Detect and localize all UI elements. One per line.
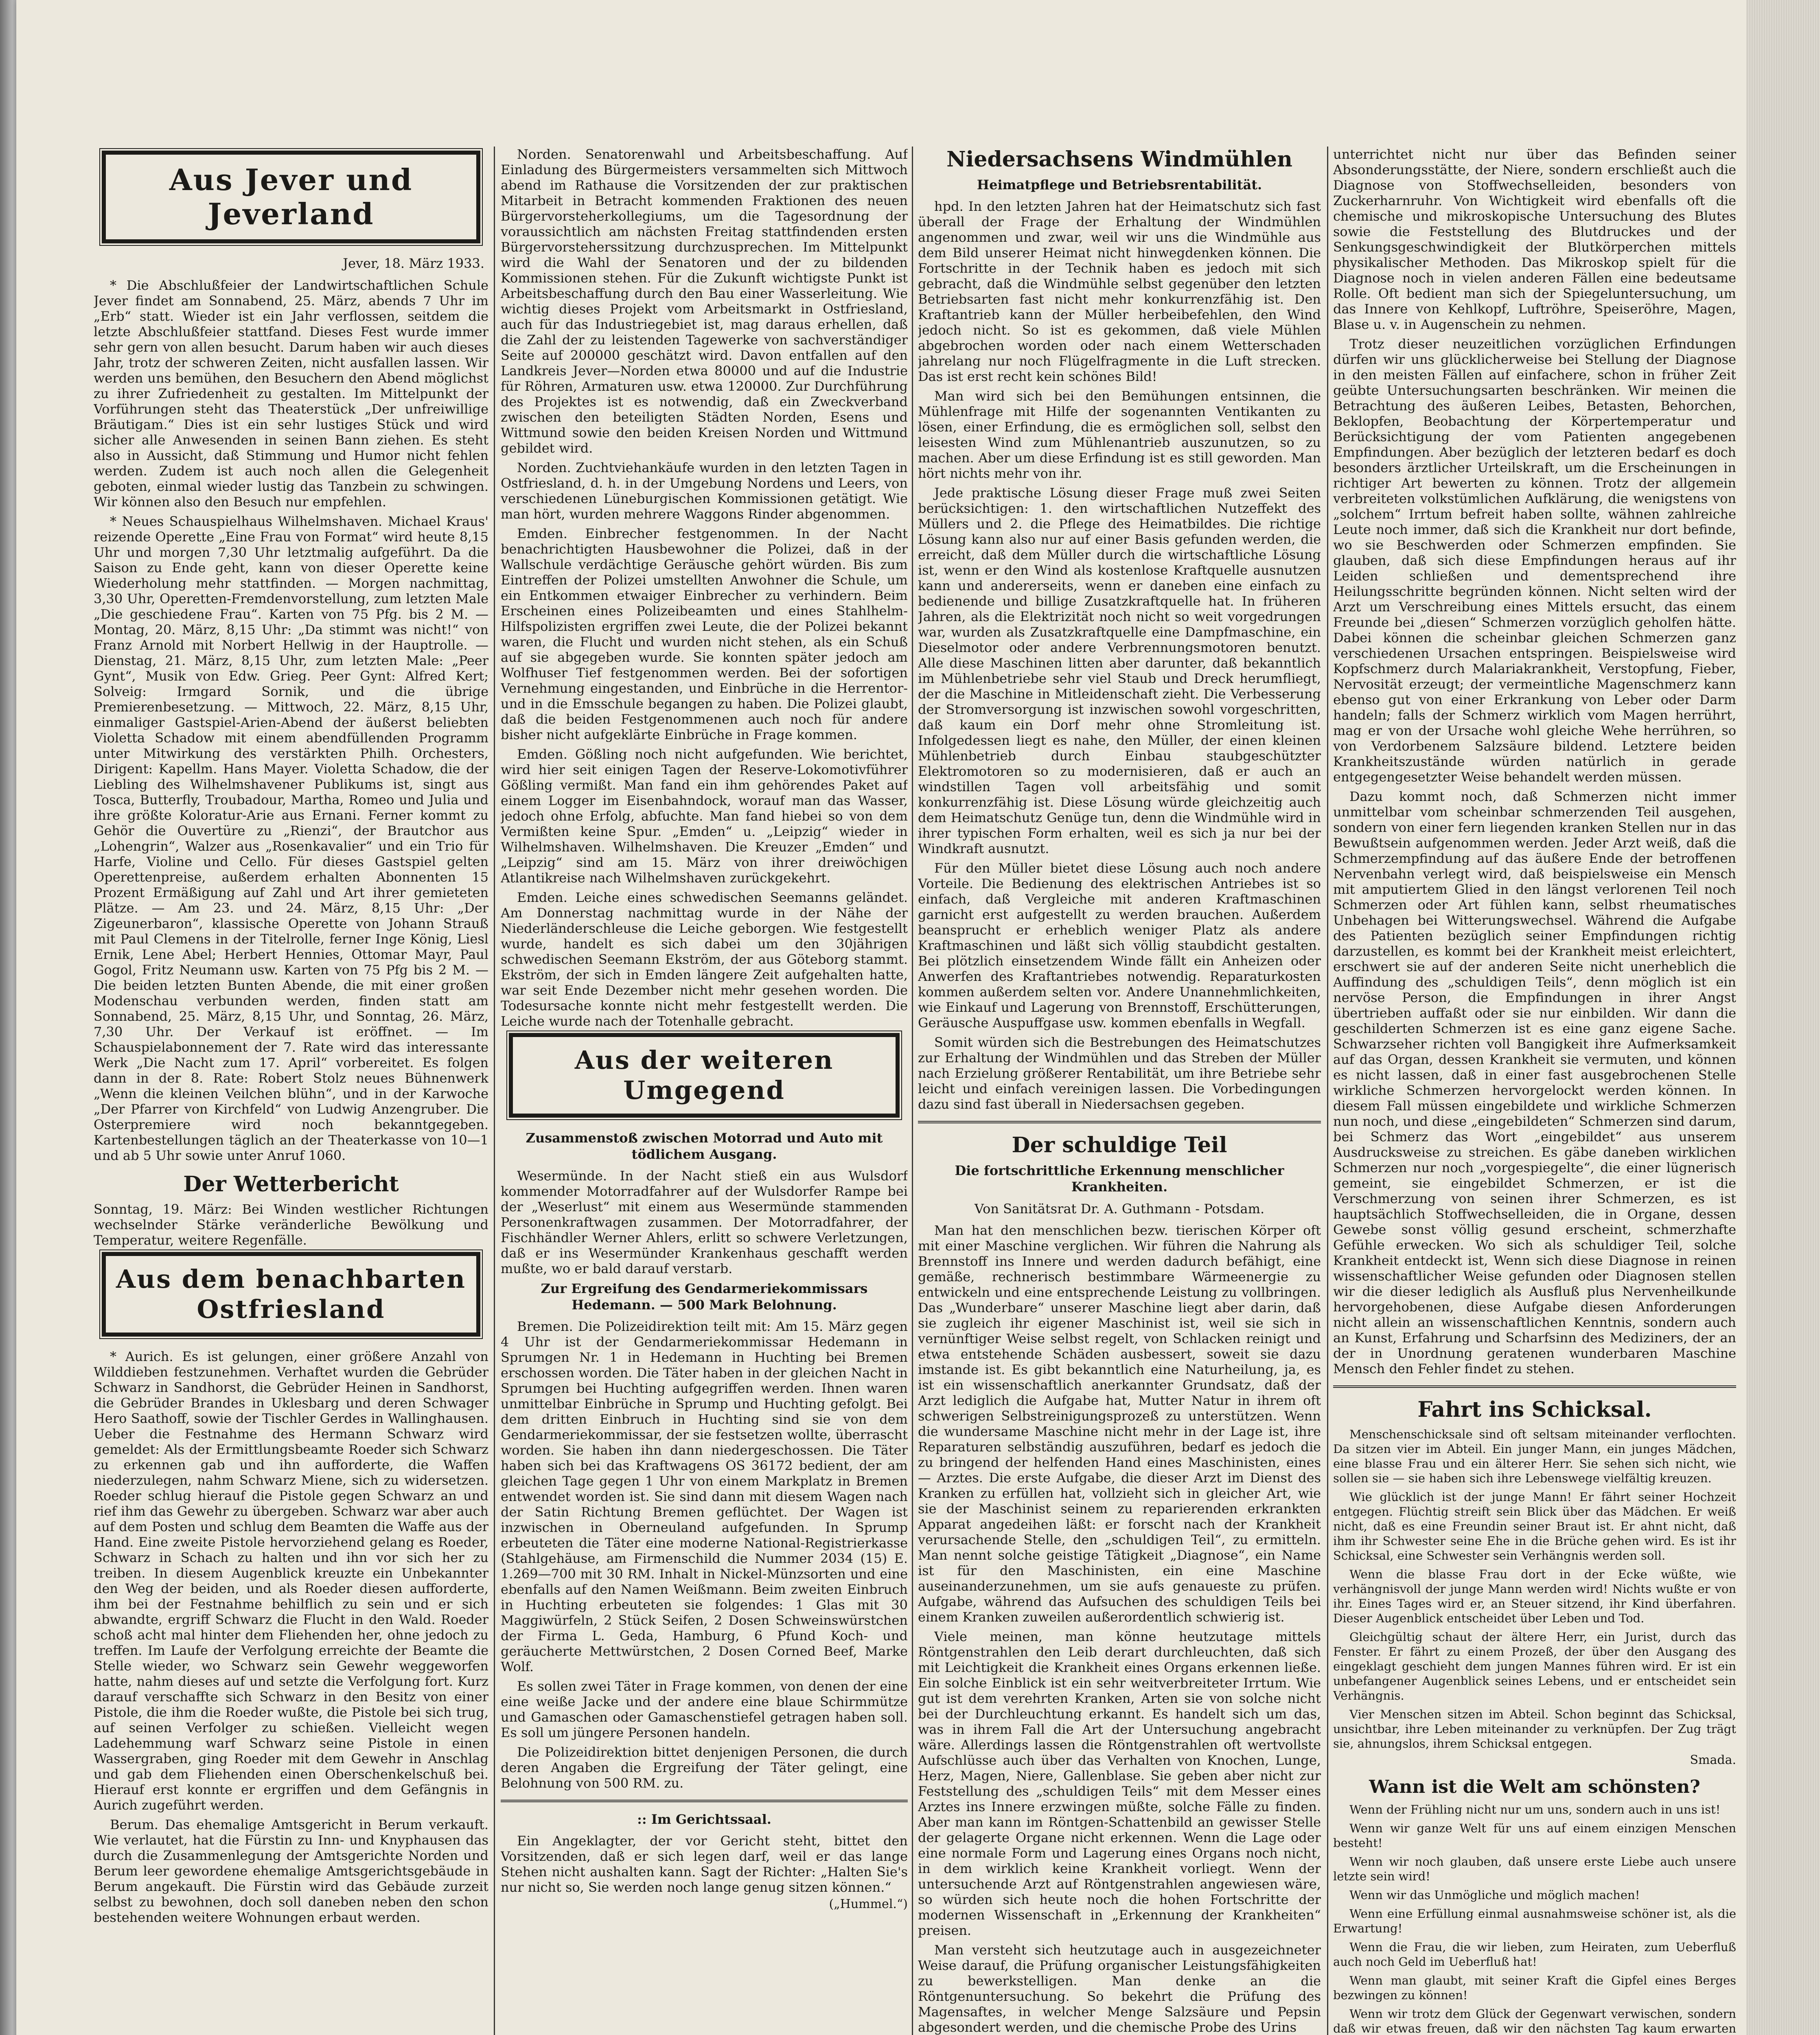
weather-heading: Der Wetterbericht [183,1172,399,1197]
article-bremen: Bremen. Die Polizeidirektion teilt mit: Am 15. März gegen 4 Uhr ist der Gendarmeriekommissar Hedemann in Sprumgen Nr. 1 in Hedemann in Huchting bei Bremen erschossen worden. Die Täter haben in der gleichen Nacht in Sprumgen bei Huchting aufgegriffen werden. Ihnen waren unmittelbar Einbrüche in Sprump und Huchting gefolgt. Bei dem dritten Einbruch in Huchting sind sie von dem Gendarmeriekommissar, der sie festsetzen wollte, überrascht worden. Sie haben ihn dann niedergeschossen. Die Täter haben sich bei das Kraftwagens OS 36172 bedient, der am gleichen Tage gegen 1 Uhr von einem Markplatz in Bremen entwendet worden ist. Sie sind dann mit diesem Wagen nach der Satin Richtung Bremen geflüchtet. Der Wagen ist inzwischen in Oberneuland aufgefunden. In Sprump erbeuteten die Täter eine moderne National-Registrierkasse (Stahlgehäuse, am Firmenschild die Nummer 2034 (15) E. 1.269—700 mit 30 RM. Inhalt in Nickel-Münzsorten und eine ebenfalls auf den Namen Weißmann. Beim zweiten Einbruch in Huchting erbeuteten sie folgendes: 1 Glas mit 30 Maggiwürfeln, 2 Stück Seifen, 2 Dosen Schweinswürstchen der Firma L. Geda, Hamburg, 6 Pfund Koch- und geräucherte Mettwürstchen, 2 Dosen Corned Beef, Marke Wolf. [501,1319,908,1674]
section-divider [918,1121,1321,1123]
heading-welt-schoensten: Wann ist die Welt am schönsten? [1369,1777,1700,1797]
subheading-zusammenstoss: Zusammenstoß zwischen Motorrad und Auto mit tödlichem Ausgang. [526,1130,883,1162]
column-4 [1333,147,1736,2035]
article-norden-zuchtvieh: Norden. Zuchtviehankäufe wurden in den letzten Tagen in Ostfriesland, d. h. in der Umgebung Nordens und Leers, von verschiedenen Lüneburgischen Kommissionen getätigt. Wie man hört, wurden mehrere Waggons Rinder abgenommen. [501,460,908,522]
poem-line: Wenn wir ganze Welt für uns auf einem einzigen Menschen besteht! [1333,1821,1736,1850]
article-windmuehlen-5: Somit würden sich die Bestrebungen des Heimatschutzes zur Erhaltung der Windmühlen und das Streben der Müller nach Erzielung größerer Rentabilität, um ihre Betriebe sehr leicht und einfach vereinigen lassen. Die Vorbedingungen dazu sind fast überall in Niedersachsen gegeben. [918,1035,1321,1112]
article-schuldige-teil-cont-3: Dazu kommt noch, daß Schmerzen nicht immer unmittelbar vom scheinbar schmerzenden Teil ausgehen, sondern von einer fern liegenden kranken Stellen nur in das Bewußtsein aufgenommen werden. Jeder Arzt weiß, daß die Schmerzempfindung auf das äußere Ende der betroffenen Nervenbahn verlegt wird, daß beispielsweise ein Mensch mit amputiertem Glied in den längst verlorenen Teil noch Schmerzen oder Art fühlen kann, selbst rheumatisches Unbehagen bei Witterungswechsel. Während die Aufgabe des Patienten bezüglich seiner Empfindungen richtig darzustellen, es kommt bei der Krankheit meist erleichtert, erschwert sie auf der anderen Seite nicht unerheblich die Auffindung des „schuldigen Teils“, denn möglich ist ein nervöse Person, die Empfindungen in ihrer Angst übertrieben auffaßt oder sie nur einbilden. Wir dann die geschilderten Schmerzen ist es eine ganz eigene Sache. Schwarzseher richten voll Bangigkeit ihre Aufmerksamkeit auf das Organ, dessen Krankheit sie vermuten, und können es nicht lassen, daß in einer fast ausgebrochenen Stelle wirkliche Schmerzen hervorgelockt werden können. In diesem Fall müssen eingebildete und wirkliche Schmerzen nun noch, und diese „eingebildeten“ Schmerzen sind darum, bei Schmerz das Wort „eingebildet“ aus unserem Ausdrucksweise zu streichen. Es gäbe daneben wirklichen Schmerzen nur noch „vorgespiegelte“, die einer lügnerisch gemeint, sie eingebildet Schmerzen, er ist die Verschmerzung von seinen ihrer Schmerzen, es ist hauptsächlich Stoffwechselleiden, die in Organe, dessen Gewebe sonst völlig gesund erscheint, schmerzhafte Gefühle erwecken. Wo sich als schuldiger Teil, solche Krankheit entdeckt ist, Wenn sich diese Diagnose in reinen wissenschaftlicher Weise gefunden oder Diagnosen stellen wir die dieser lediglich als Ausfluß plus Nervenheilkunde hervorgehobenen, diese Aufgabe diesen Anforderungen nicht allein an wissenschaftlichen Kenntnis, sondern auch an Kunst, Erfahrung und Scharfsinn des Mediziners, der an der in Unordnung geratenen wunderbaren Maschine Mensch den Fehler findet zu stehen. [1333,789,1736,1376]
column-rule [1327,147,1328,2035]
masthead-umgegend: Aus der weiteren Umgegend [509,1033,900,1118]
column-2 [501,147,908,2035]
poem-line: Wenn die Frau, die wir lieben, zum Heiraten, zum Ueberfluß auch noch Geld im Ueberfluß hat! [1333,1940,1736,1969]
subheading-hedemann: Zur Ergreifung des Gendarmeriekommissars Hedemann. — 500 Mark Belohnung. [541,1281,868,1313]
article-emden-einbrecher: Emden. Einbrecher festgenommen. In der Nacht benachrichtigten Hausbewohner die Polizei, daß in der Wallschule verdächtige Geräusche gehört würden. Bis zum Eintreffen der Polizei umstellten Anwohner die Schule, um ein Entkommen etwaiger Einbrecher zu verhindern. Beim Erscheinen eines Polizeibeamten und eines Stahlhelm-Hilfspolizisten ergriffen zwei Leute, die der Polizei bekannt waren, die Flucht und wurden nicht stehen, als ein Schuß auf sie abgegeben wurde. Sie konnten später jedoch am Wolfhuser Tief festgenommen werden. Bei der sofortigen Vernehmung eingestanden, und Einbrüche in die Herrentor- und in die Emsschule begangen zu haben. Die Polizei glaubt, daß die beiden Festgenommenen auch noch für andere bisher nicht aufgeklärte Einbrüche in Frage kommen. [501,526,908,742]
article-windmuehlen-3: Jede praktische Lösung dieser Frage muß zwei Seiten berücksichtigen: 1. den wirtschaftlichen Nutzeffekt des Müllers und 2. die Pflege des Heimatbildes. Die richtige Lösung kann also nur auf einer Basis gefunden werden, die erreicht, daß dem Müller durch die wirtschaftliche Lösung ist, wenn er den Wind als kostenlose Kraftquelle ausnutzen kann und andererseits, wenn er daneben eine einfach zu bedienende und billige Zusatzkraftquelle hat. In früheren Jahren, als die Elektrizität noch nicht so weit vorgedrungen war, wurden als Zusatzkraftquelle eine Dampfmaschine, ein Dieselmotor oder andere Verbrennungsmotoren benutzt. Alle diese Maschinen litten aber darunter, daß bekanntlich im Mühlenbetriebe sehr viel Staub und Dreck herumfliegt, der die Maschine in Mitleidenschaft zieht. Die Verbesserung der Stromversorgung ist inzwischen sowohl vorgeschritten, daß kaum ein Dorf mehr ohne Stromleitung ist. Infolgedessen liegt es nahe, den Müller, der einen kleinen Mühlenbetrieb durch Einbau staubgeschützter Elektromotoren so zu modernisieren, daß er auch an windstillen Tagen voll arbeitsfähig und somit konkurrenzfähig ist. Diese Lösung würde gleichzeitig auch dem Heimatschutz Genüge tun, denn die Windmühle wird in ihrer typischen Form erhalten, weil es sich ja nur bei der Windkraft ausnutzt. [918,485,1321,856]
byline: Von Sanitätsrat Dr. A. Guthmann - Potsdam. [974,1201,1265,1217]
article-abschlussfeier: * Die Abschlußfeier der Landwirtschaftlichen Schule Jever findet am Sonnabend, 25. März, abends 7 Uhr im „Erb“ statt. Wieder ist ein Jahr verflossen, seitdem die letzte Abschlußfeier stattfand. Dieses Fest wurde immer sehr gern von allen besucht. Darum haben wir auch dieses Jahr, trotz der schweren Zeiten, nicht ausfallen lassen. Wir werden uns bemühen, den Besuchern den Abend möglichst zu ihrer Zufriedenheit zu gestalten. Im Mittelpunkt der Vorführungen steht das Theaterstück „Der unfreiwillige Bräutigam.“ Dies ist ein sehr lustiges Stück und wird sicher alle Anwesenden in seinen Bann ziehen. Es steht also in Aussicht, daß Stimmung und Humor nicht fehlen werden. Zudem ist auch noch allen die Gelegenheit geboten, einmal wieder lustig das Tanzbein zu schwingen. Wir können also den Besuch nur empfehlen. [94,278,488,510]
article-emden-leiche: Emden. Leiche eines schwedischen Seemanns geländet. Am Donnerstag nachmittag wurde in der Nähe der Niederländerschleuse die Leiche geborgen. Wie festgestellt wurde, handelt es sich dabei um den 30jährigen schwedischen Seemann Ekström, der aus Göteborg stammt. Ekström, der sich in Emden längere Zeit aufgehalten hatte, war seit Ende Dezember nicht mehr gesehen worden. Die Todesursache konnte nicht mehr festgestellt werden. Die Leiche wurde nach der Totenhalle gebracht. [501,890,908,1029]
article-gerichtssaal: Ein Angeklagter, der vor Gericht steht, bittet den Vorsitzenden, daß er sich legen darf, weil er das lange Stehen nicht aushalten kann. Sagt der Richter: „Halten Sie's nur nicht so, Sie werden noch lange genug sitzen können.“ [501,1833,908,1895]
poem-line: Wenn eine Erfüllung einmal ausnahmsweise schöner ist, als die Erwartung! [1333,1907,1736,1935]
section-divider [1333,1385,1736,1388]
heading-windmuehlen: Niedersachsens Windmühlen [946,147,1292,172]
masthead-jever: Aus Jever und Jeverland [102,151,480,243]
column-3 [918,147,1321,2035]
subheading-erkennung: Die fortschrittliche Erkennung menschlicher Krankheiten. [955,1163,1284,1195]
weather-report: Sonntag, 19. März: Bei Winden westlicher Richtungen wechselnder Stärke veränderliche Bewölkung und Temperatur, weitere Regenfälle. [94,1201,488,1248]
story-schicksal-4: Gleichgültig schaut der ältere Herr, ein Jurist, durch das Fenster. Er fährt zu einem Prozeß, der über den Ausgang des eingeklagt geschieht dem jungen Mannes führen wird. Er ist ein unbefangener Augenblick seines Lebens, und er entscheidet sein Verhängnis. [1333,1630,1736,1702]
poem-line: Wenn wir noch glauben, daß unsere erste Liebe auch unsere letzte sein wird! [1333,1855,1736,1883]
article-bremen-belohnung: Die Polizeidirektion bittet denjenigen Personen, die durch deren Angaben die Ergreifung der Täter gelingt, eine Belohnung von 500 RM. zu. [501,1744,908,1791]
article-windmuehlen-4: Für den Müller bietet diese Lösung auch noch andere Vorteile. Die Bedienung des elektrischen Antriebes ist so einfach, daß Vergleiche mit anderen Kraftmaschinen garnicht erst aufgestellt zu werden brauchen. Außerdem beansprucht er erheblich weniger Platz als andere Kraftmaschinen und läßt sich völlig staubdicht gestalten. Bei plötzlich einsetzendem Winde fällt ein Anheizen oder Anwerfen des Kraftantriebes notwendig. Reparaturkosten kommen außerdem selten vor. Andere Unannehmlichkeiten, wie Einkauf und Lagerung von Brennstoff, Erschütterungen, Geräusche Auspuffgase usw. kommen ebenfalls in Wegfall. [918,860,1321,1031]
article-windmuehlen-1: hpd. In den letzten Jahren hat der Heimatschutz sich fast überall der Frage der Erhaltung der Windmühlen angenommen und zwar, weil wir uns die Windmühle aus dem Bild unserer Heimat nicht hinwegdenken können. Die Fortschritte in der Technik haben es jedoch mit sich gebracht, daß die Windmühle selbst gegenüber den letzten Betriebsarten fast nicht mehr konkurrenzfähig ist. Den Kraftantrieb kann der Müller herbeibefehlen, den Wind jedoch nicht. So ist es gekommen, daß viele Mühlen abgebrochen worden oder nach einem Wetterschaden jahrelang nur noch Flügelfragmente in die Luft strecken. Das ist erst recht kein schönes Bild! [918,199,1321,384]
newspaper-page [16,0,1746,2035]
article-schauspielhaus: * Neues Schauspielhaus Wilhelmshaven. Michael Kraus' reizende Operette „Eine Frau von Format“ wird heute 8,15 Uhr und morgen 7,30 Uhr letztmalig aufgeführt. Da die Saison zu Ende geht, kann von dieser Operette keine Wiederholung mehr stattfinden. — Morgen nachmittag, 3,30 Uhr, Operetten-Fremdenvorstellung, zum letzten Male „Die geschiedene Frau“. Karten von 75 Pfg. bis 2 M. — Montag, 20. März, 8,15 Uhr: „Da stimmt was nicht!“ von Franz Arnold mit Norbert Hellwig in der Hauptrolle. — Dienstag, 21. März, 8,15 Uhr, zum letzten Male: „Peer Gynt“, Musik von Edw. Grieg. Peer Gynt: Alfred Kert; Solveig: Irmgard Sornik, und die übrige Premierenbesetzung. — Mittwoch, 22. März, 8,15 Uhr, einmaliger Gastspiel-Arien-Abend der äußerst beliebten Violetta Schadow mit einem abendfüllenden Programm unter Mitwirkung des verstärkten Philh. Orchesters, Dirigent: Kapellm. Hans Mayer. Violetta Schadow, die der Liebling des Wilhelmshavener Publikums ist, singt aus Tosca, Butterfly, Troubadour, Martha, Romeo und Julia und ihre größte Koloratur-Arie aus Ernani. Ferner kommt zu Gehör die Ouvertüre zu „Rienzi“, der Brautchor aus „Lohengrin“, Walzer aus „Rosenkavalier“ und ein Trio für Harfe, Violine und Cello. Für dieses Gastspiel gelten Operettenpreise, außerdem erhalten Abonnenten 15 Prozent Ermäßigung auf Zahl und Art ihrer gemieteten Plätze. — Am 23. und 24. März, 8,15 Uhr: „Der Zigeunerbaron“, klassische Operette von Johann Strauß mit Paul Clemens in der Titelrolle, ferner Inge König, Liesl Ernik, Lene Abel; Herbert Hennies, Ottomar Mayr, Paul Gogol, Fritz Neumann usw. Karten von 75 Pfg bis 2 M. — Die beiden letzten Bunten Abende, die mit einer großen Modenschau verbunden werden, finden statt am Sonnabend, 25. März, 8,15 Uhr, und Sonntag, 26. März, 7,30 Uhr. Der Verkauf ist eröffnet. — Im Schauspielabonnement der 7. Rate wird das interessante Werk „Die Nacht zum 17. April“ vorbereitet. Es folgen dann in der 8. Rate: Robert Stolz neues Bühnenwerk „Wenn die kleinen Veilchen blühn“, und in der Karwoche „Der Pfarrer von Kirchfeld“ von Ludwig Anzengruber. Die Osterpremiere wird noch bekanntgegeben. Kartenbestellungen täglich an der Theaterkasse von 10—1 und ab 5 Uhr sowie unter Anruf 1060. [94,514,488,1163]
article-bremen-taeter: Es sollen zwei Täter in Frage kommen, von denen der eine eine weiße Jacke und der andere eine blaue Schirmmütze und Gamaschen oder Gamaschenstiefel getragen haben soll. Es soll um jüngere Personen handeln. [501,1678,908,1740]
section-divider [501,1800,908,1802]
page-stack-edge [1746,0,1820,2035]
article-wesermuende: Wesermünde. In der Nacht stieß ein aus Wulsdorf kommender Motorradfahrer auf der Wulsdorfer Rampe bei der „Weserlust“ mit einem aus Wesermünde stammenden Personenkraftwagen zusammen. Der Motorradfahrer, der Fischhändler Werner Ahlers, erlitt so schwere Verletzungen, daß er ins Wesermünder Krankenhaus geschafft werden mußte, wo er bald darauf verstarb. [501,1168,908,1276]
poem-line: Wenn man glaubt, mit seiner Kraft die Gipfel eines Berges bezwingen zu können! [1333,1974,1736,2002]
story-schicksal-5: Vier Menschen sitzen im Abteil. Schon beginnt das Schicksal, unsichtbar, ihre Leben miteinander zu verknüpfen. Der Zug trägt sie, ahnungslos, ihrem Schicksal entgegen. [1333,1707,1736,1751]
court-heading: :: Im Gerichtssaal. [637,1812,771,1827]
column-rule [912,147,913,2035]
signature-smada: Smada. [1690,1753,1736,1767]
article-windmuehlen-2: Man wird sich bei den Bemühungen entsinnen, die Mühlenfrage mit Hilfe der sogenannten Ventikanten zu lösen, einer Erfindung, die es ermöglichen soll, selbst den leisesten Wind zum Mühlenantrieb auszunutzen, so zu machen. Aber um diese Erfindung ist es still geworden. Man hört nichts mehr von ihr. [918,388,1321,481]
article-norden-senatorenwahl: Norden. Senatorenwahl und Arbeitsbeschaffung. Auf Einladung des Bürgermeisters versammelten sich Mittwoch abend im Rathause die Vorsitzenden der zur praktischen Mitarbeit in Betracht kommenden Fraktionen des neuen Bürgervorsteherkollegiums, um die Tagesordnung der voraussichtlich am nächsten Freitag stattfindenden ersten Bürgervorsteherssitzung durchzusprechen. Im Mittelpunkt wird die Wahl der Senatoren und der zu bildenden Kommissionen stehen. Für die Zukunft wichtigste Punkt ist Arbeitsbeschaffung durch den Bau einer Wasserleitung. Wie wichtig dieses Projekt vom Arbeitsmarkt in Ostfriesland, auch für das Industriegebiet ist, mag daraus erhellen, daß die Zahl der zu leistenden Tagewerke von sachverständiger Seite auf 200000 geschätzt wird. Davon entfallen auf den Landkreis Jever—Norden etwa 80000 und auf die Industrie für Röhren, Armaturen usw. etwa 120000. Zur Durchführung des Projektes ist es notwendig, daß ein Zweckverband zwischen den beteiligten Städten Norden, Esens und Wittmund sowie den beiden Kreisen Norden und Wittmund gebildet wird. [501,147,908,456]
article-schuldige-teil-cont-1: unterrichtet nicht nur über das Befinden seiner Absonderungsstätte, der Niere, sondern erschließt auch die Diagnose von Stoffwechselleiden, besonders von Zuckerharnruhr. Von Wichtigkeit wird ebenfalls oft die chemische und mikroskopische Untersuchung des Blutes sowie die Feststellung des Blutdruckes und der Senkungsgeschwindigkeit der Blutkörperchen mittels physikalischer Methoden. Das Mikroskop spielt für die Diagnose noch in vielen anderen Fällen eine bedeutsame Rolle. Oft bedient man sich der Spiegeluntersuchung, um das Innere von Kehlkopf, Luftröhre, Speiseröhre, Magen, Blase u. v. in Augenschein zu nehmen. [1333,147,1736,332]
article-schuldige-teil-2: Viele meinen, man könne heutzutage mittels Röntgenstrahlen den Leib derart durchleuchten, daß sich mit Leichtigkeit die Krankheit eines Organs erkennen ließe. Ein solche Einblick ist ein sehr weitverbreiteter Irrtum. Wie gut ist dem verehrten Kranken, Arten sie von solche nicht bei der Durchleuchtung erkannt. Es handelt sich um das, was in ihrem Fall die Art der Untersuchung angebracht wäre. Allerdings lassen die Röntgenstrahlen oft wertvollste Aufschlüsse auch über das Verhalten von Knochen, Lunge, Herz, Magen, Niere, Gallenblase. Sie geben aber nicht zur Feststellung des „schuldigen Teils“ mit dem Messer eines Arztes ins Innere erzwingen müßte, solche Fälle zu finden. Aber man kann im Röntgen-Schattenbild an gewisser Stelle der gelagerte Organe nicht erkennen. Wenn die Lage oder eine normale Form und Lagerung eines Organs noch nicht, in dem wirklich keine Krankheit vorliegt. Wenn der untersuchende Arzt auf Röntgenstrahlen angewiesen wäre, so würden sich heute noch die hohen Fortschritte der modernen Wissenschaft in „Erkennung der Krankheiten“ preisen. [918,1629,1321,1938]
poem-line: Wenn wir trotz dem Glück der Gegenwart verwischen, sondern daß wir etwas freuen, daß wir den nächsten Tag kaum erwarten [1333,2007,1736,2035]
story-schicksal-1: Menschenschicksale sind oft seltsam miteinander verflochten. Da sitzen vier im Abteil. Ein junger Mann, ein junges Mädchen, eine blasse Frau und ein älterer Herr. Sie sehen sich nicht, wie sollen sie — sie haben sich ihre Lebenswege vielfältig kreuzen. [1333,1427,1736,1485]
column-rule [494,147,495,2035]
story-schicksal-2: Wie glücklich ist der junge Mann! Er fährt seiner Hochzeit entgegen. Flüchtig streift sein Blick über das Mädchen. Er weiß nicht, daß es eine Freundin seiner Braut ist. Er ahnt nicht, daß ihm ihr Schwester seine Ehe in die Brüche gehen wird. Es ist ihr Schicksal, eine Schwester sein Verhängnis werden soll. [1333,1490,1736,1562]
article-schuldige-teil-1: Man hat den menschlichen bezw. tierischen Körper oft mit einer Maschine verglichen. Wir führen die Nahrung als Brennstoff ins Innere und werden dadurch befähigt, eine gemäße, rechnerisch bestimmbare Wärmeenergie zu entwickeln und eine entsprechende Leistung zu vollbringen. Das „Wunderbare“ unserer Maschine liegt aber darin, daß sie zugleich ihr eigener Maschinist ist, weil sie sich in vernünftiger Weise selbst regelt, von Schlacken reinigt und etwa entstehende Schäden ausbessert, soweit sie dazu imstande ist. Es gibt bekanntlich eine Naturheilung, ja, es ist ein wissenschaftlich anerkannter Grundsatz, daß der Arzt lediglich die Aufgabe hat, Mutter Natur in ihrem oft schwerigen Selbstreinigungsprozeß zu unterstützen. Wenn die wundersame Maschine nicht mehr in der Lage ist, ihre Reparaturen selbständig auszuführen, bedarf es jedoch die zu bringend der helfenden Hand eines Maschinisten, eines — Arztes. Die erste Aufgabe, die dieser Arzt im Dienst des Kranken zu erfüllen hat, vollzieht sich in gleicher Art, wie sie der Maschinist seinem zu reparierenden erkrankten Apparat angedeihen läßt: er forscht nach der Krankheit verursachende Stelle, den „schuldigen Teil“, zu ermitteln. Man nennt solche geistige Tätigkeit „Diagnose“, ein Name ist für den Maschinisten, ein eine Maschine auseinanderzunehmen, um sie aufs genaueste zu prüfen. Aufgabe, während das Aufsuchen des schuldigen Teils bei einem Kranken zuweilen außerordentlich schwierig ist. [918,1223,1321,1625]
subheading-heimatpflege: Heimatpflege und Betriebsrentabilität. [977,177,1262,193]
article-berum: Berum. Das ehemalige Amtsgericht in Berum verkauft. Wie verlautet, hat die Fürstin zu Inn- und Knyphausen das durch die Zusammenlegung der Amtsgerichte Norden und Berum leer gewordene ehemalige Amtsgerichtsgebäude in Berum angekauft. Die Fürstin wird das Gebäude zurzeit selbst zu bewohnen, doch soll daneben neben den schon bestehenden weitere Wohnungen erbaut werden. [94,1817,488,1925]
article-emden-goessling: Emden. Gößling noch nicht aufgefunden. Wie berichtet, wird hier seit einigen Tagen der Reserve-Lokomotivführer Gößling vermißt. Man fand ein ihm gehörendes Paket auf einem Logger im Eisenbahndock, worauf man das Wasser, jedoch ohne Erfolg, abfuchte. Man fand hiebei so von dem Vermißten keine Spur. „Emden“ u. „Leipzig“ wieder in Wilhelmshaven. Wilhelmshaven. Die Kreuzer „Emden“ und „Leipzig“ sind am 15. März von ihrer dreiwöchigen Atlantikreise nach Wilhelmshaven zurückgekehrt. [501,746,908,886]
column-1 [94,147,488,2035]
article-schuldige-teil-cont-2: Trotz dieser neuzeitlichen vorzüglichen Erfindungen dürfen wir uns glücklicherweise bei Stellung der Diagnose in den meisten Fällen auf einfachere, schon in früher Zeit geübte Untersuchungsarten beschränken. Wir meinen die Betrachtung des äußeren Leibes, Betasten, Behorchen, Beklopfen, Beobachtung der Körpertemperatur und Berücksichtigung der vom Patienten angegebenen Empfindungen. Aber bezüglich der letzteren bedarf es doch besonders ärztlicher Urteilskraft, um die Erscheinungen in richtiger Art bewerten zu können. Trotz der allgemein verbreiteten volkstümlichen Aufklärung, die wenigstens von „solchem“ Irrtum befreit haben sollte, wähnen zahlreiche Leute noch immer, daß sich die Krankheit nur dort befinde, wo sie Beschwerden oder Schmerzen empfinden. Sie glauben, daß sich diese Empfindungen heraus auf ihr Leiden schließen und dementsprechend ihre Heilungsschritte begründen können. Nicht selten wird der Arzt um Verschreibung eines Mittels ersucht, das einem Freunde bei „diesen“ Schmerzen vorzüglich geholfen hätte. Dabei können die scheinbar gleichen Schmerzen ganz verschiedenen Ursachen entspringen. Beispielsweise wird Kopfschmerz durch Malariakrankheit, Verstopfung, Fieber, Nervosität erzeugt; der vermeintliche Magenschmerz kann ebenso gut von einer Erkrankung von Leber oder Darm handeln; falls der Schmerz wirklich vom Magen herrührt, mag er von der Ursache wohl gleiche Wehe herrühren, so von Verdorbenem Salzsäure bildend. Letztere beiden Krankheitszustände würden natürlich in gerade entgegengesetzter Weise behandelt werden müssen. [1333,336,1736,785]
article-aurich: * Aurich. Es ist gelungen, einer größere Anzahl von Wilddieben festzunehmen. Verhaftet wurden die Gebrüder Schwarz in Sandhorst, die Gebrüder Heinen in Sandhorst, die Gebrüder Brandes in Uklesbarg und deren Schwager Hero Saathoff, sowie der Tischler Gerdes in Wallinghausen. Ueber die Festnahme des Hermann Schwarz wird gemeldet: Als der Ermittlungsbeamte Roeder sich Schwarz zu erkennen gab und ihn aufforderte, die Waffen niederzulegen, nahm Schwarz Miene, sich zu widersetzen. Roeder schlug hierauf die Pistole gegen Schwarz an und rief ihm das Gewehr zu übergeben. Schwarz war aber auch auf dem Posten und schlug dem Beamten die Waffe aus der Hand. Eine zweite Pistole hervorziehend gelang es Roeder, Schwarz in Schach zu halten und ihn vor sich her zu treiben. In diesem Augenblick kreuzte ein Unbekannter den Weg der beiden, und als Roeder diesen aufforderte, ihm bei der Festnahme behilflich zu sein und er sich abwandte, ergriff Schwarz die Flucht in den Wald. Roeder schoß acht mal hinter dem Fliehenden her, ohne jedoch zu treffen. Im Laufe der Verfolgung erreichte der Beamte die Stelle wieder, wo Schwarz sein Gewehr weggeworfen hatte, nahm dieses auf und setzte die Verfolgung fort. Kurz darauf verschaffte sich Schwarz in den Besitz von einer Pistole, die ihm die Roeder wußte, die Pistole bei sich trug, auf seinen Verfolger zu schießen. Vielleicht wegen Ladehemmung warf Schwarz seine Pistole in einen Wassergraben, ging Roeder mit dem Gewehr in Anschlag und gab dem Fliehenden einen Oberschenkelschuß bei. Hierauf erst konnte er ergriffen und dem Gefängnis in Aurich zugeführt werden. [94,1349,488,1813]
heading-fahrt-ins-schicksal: Fahrt ins Schicksal. [1417,1397,1652,1422]
court-signature: („Hummel.“) [829,1897,908,1911]
dateline: Jever, 18. März 1933. [343,256,484,271]
article-schuldige-teil-3: Man versteht sich heutzutage auch in ausgezeichneter Weise darauf, die Prüfung organischer Leistungsfähigkeiten zu bewerkstelligen. Man denke an die Röntgenuntersuchung. So bekehrt die Prüfung des Magensaftes, in welcher Menge Salzsäure und Pepsin abgesondert werden, und die chemische Probe des Urins [918,1942,1321,2035]
poem-line: Wenn der Frühling nicht nur um uns, sondern auch in uns ist! [1349,1803,1721,1816]
heading-schuldige-teil: Der schuldige Teil [1012,1133,1227,1158]
poem-line: Wenn wir das Unmögliche und möglich machen! [1349,1888,1640,1902]
story-schicksal-3: Wenn die blasse Frau dort in der Ecke wüßte, wie verhängnisvoll der junge Mann werden wird! Nichts wußte er von ihr. Eines Tages wird er, an Steuer sitzend, ihr Kind überfahren. Dieser Augenblick entscheidet über Leben und Tod. [1333,1567,1736,1625]
masthead-ostfriesland: Aus dem benachbarten Ostfriesland [102,1252,480,1337]
